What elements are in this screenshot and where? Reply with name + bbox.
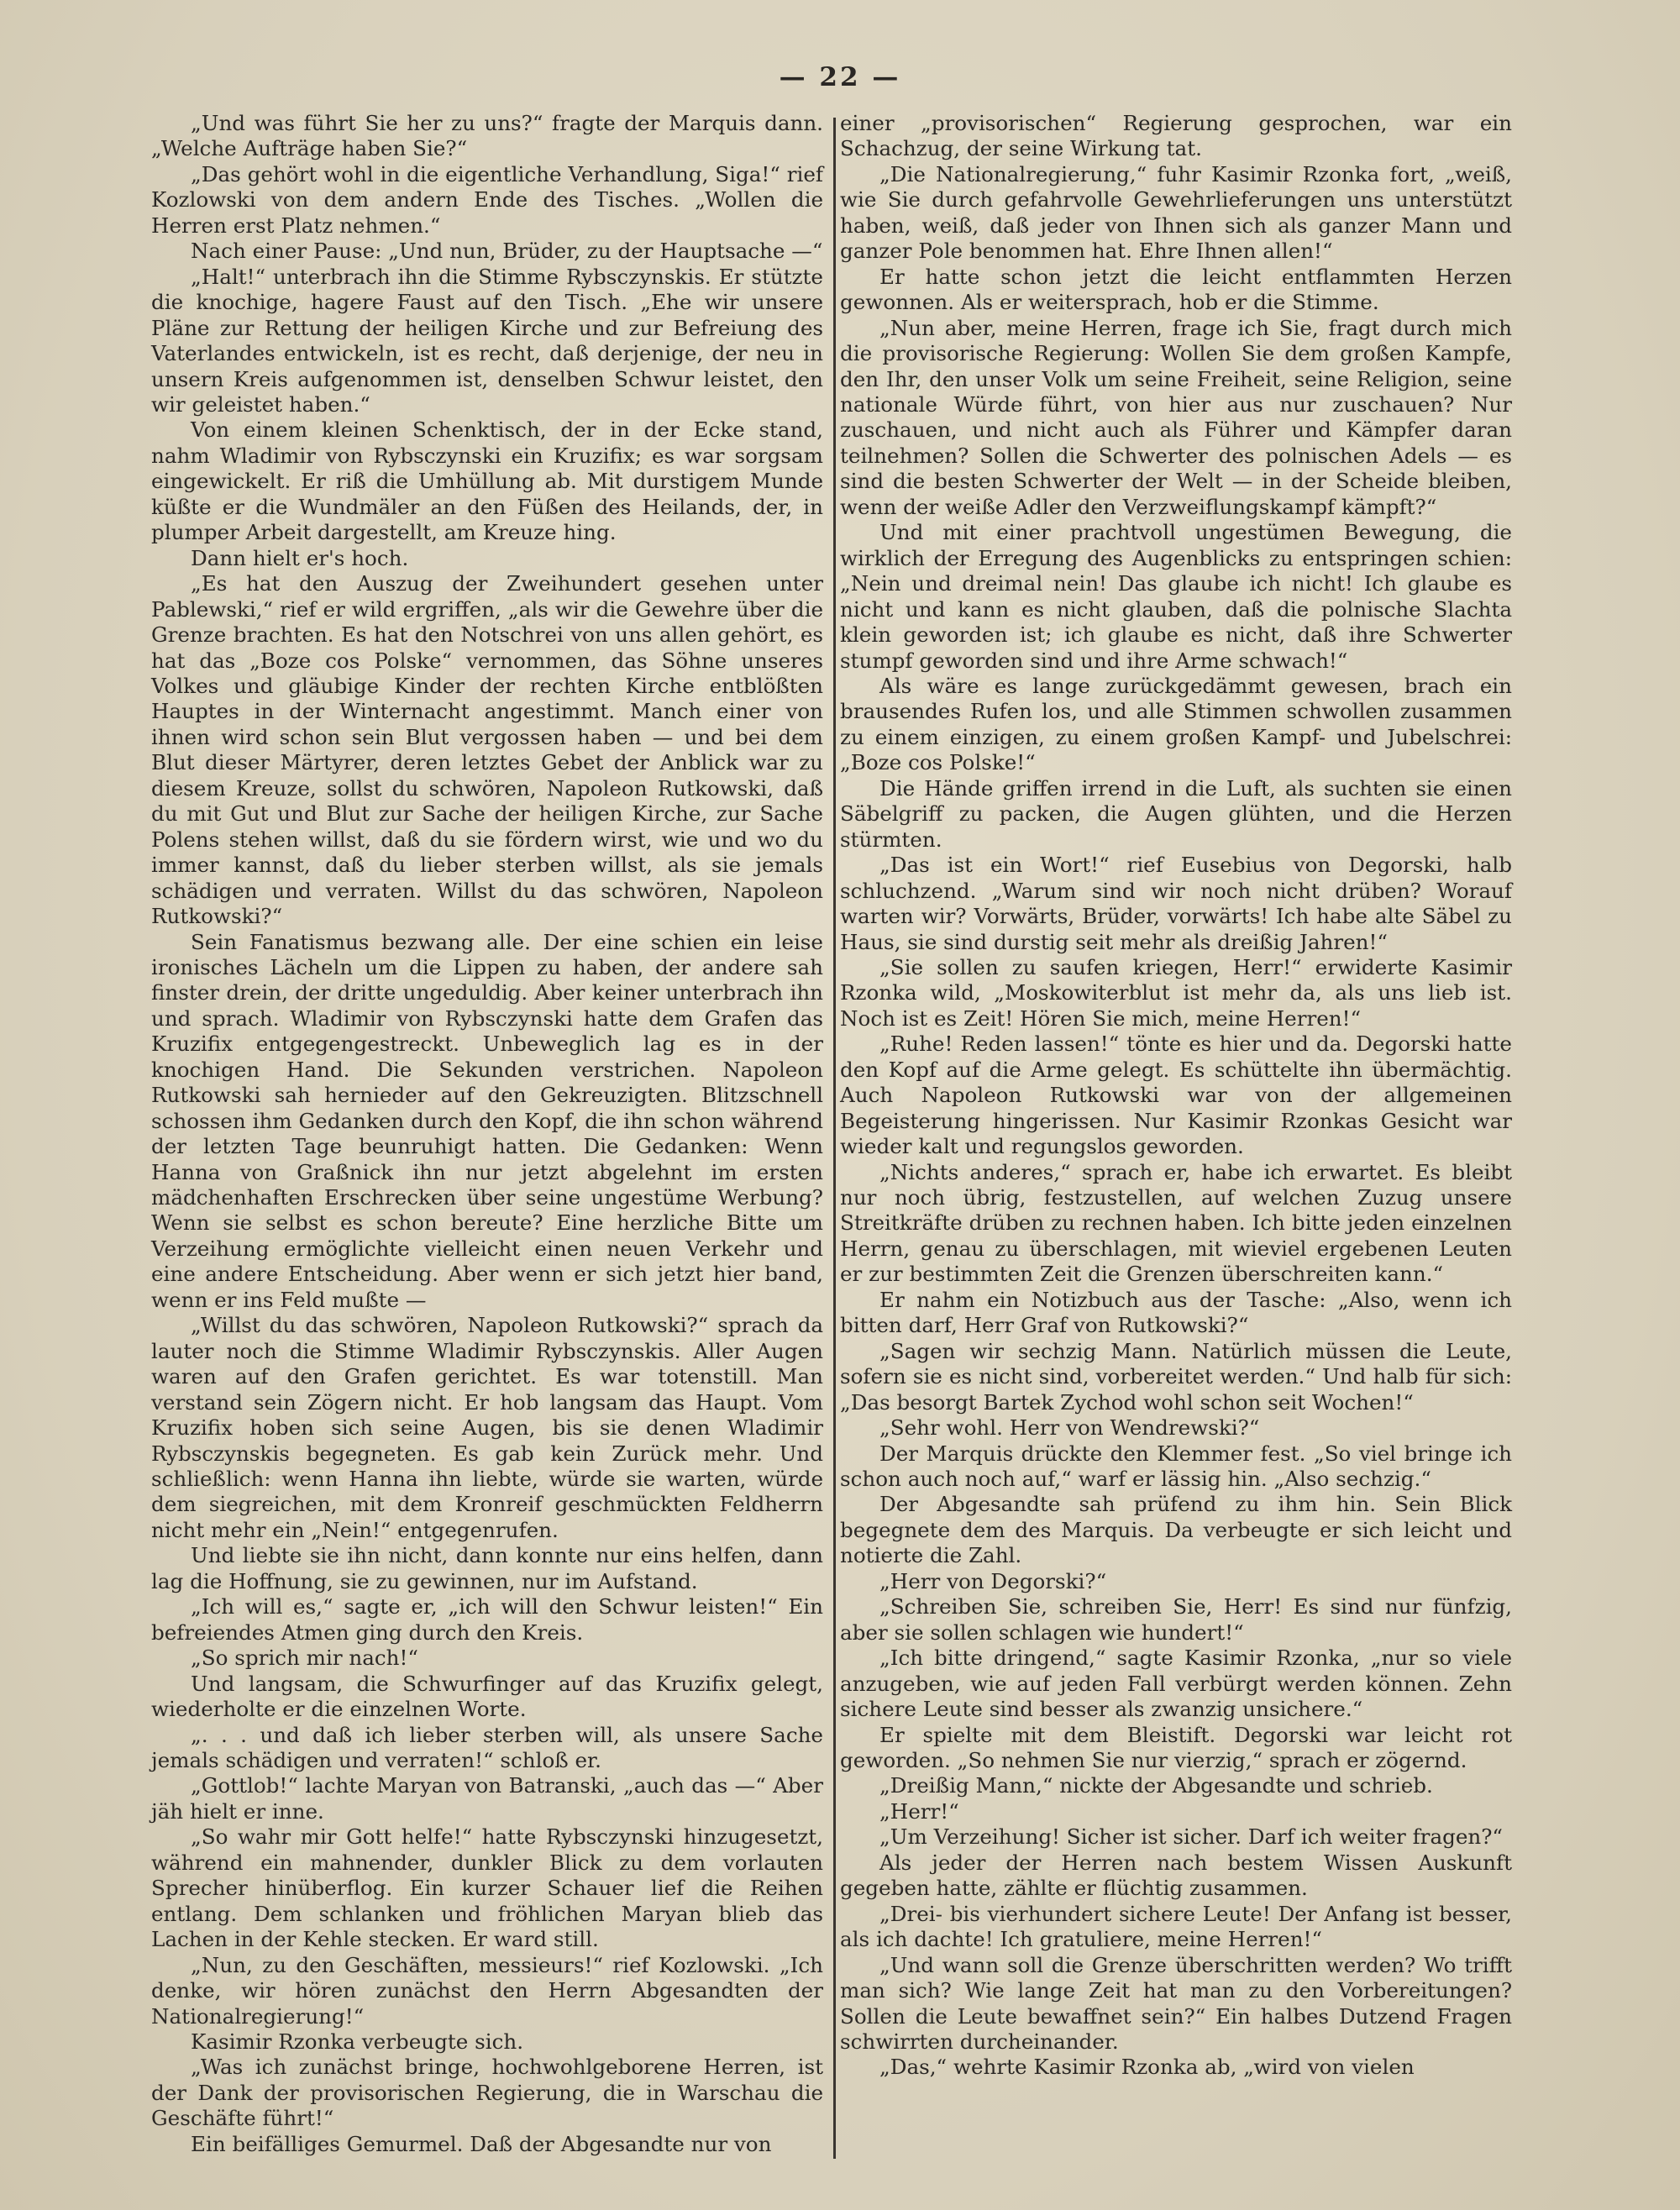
paragraph: „Halt!“ unterbrach ihn die Stimme Rybsczynskis. Er stützte die knochige, hagere Faust auf den Tisch. „Ehe wir unsere Pläne zur Rettung der heiligen Kirche und zur Befreiung des Vaterlandes entwickeln, ist es recht, daß derjenige, der neu in unsern Kreis aufgenommen ist, denselben Schwur leistet, den wir geleistet haben.“ (151, 264, 823, 417)
paragraph: Und mit einer prachtvoll ungestümen Bewegung, die wirklich der Erregung des Augenblicks zu entspringen schien: „Nein und dreimal nein! Das glaube ich nicht! Ich glaube es nicht und kann es nicht glauben, daß die polnische Slachta klein geworden ist; ich glaube es nicht, daß ihre Schwerter stumpf geworden sind und ihre Arme schwach!“ (840, 520, 1512, 673)
page-number: — 22 — (779, 62, 901, 92)
paragraph: „Gottlob!“ lachte Maryan von Batranski, „auch das —“ Aber jäh hielt er inne. (151, 1773, 823, 1824)
paragraph: Als wäre es lange zurückgedämmt gewesen, brach ein brausendes Rufen los, und alle Stimmen schwollen zusammen zu einem einzigen, zu einem großen Kampf- und Jubelschrei: „Boze cos Polske!“ (840, 673, 1512, 775)
paragraph: „So sprich mir nach!“ (191, 1646, 418, 1671)
paragraph: „Und wann soll die Grenze überschritten werden? Wo trifft man sich? Wie lange Zeit hat man zu den Vorbereitungen? Sollen die Leute bewaffnet sein?“ Ein halbes Dutzend Fragen schwirrten durcheinander. (840, 1952, 1512, 2054)
paragraph: Die Hände griffen irrend in die Luft, als suchten sie einen Säbelgriff zu packen, die Augen glühten, und die Herzen stürmten. (840, 775, 1512, 852)
paragraph: „Das ist ein Wort!“ rief Eusebius von Degorski, halb schluchzend. „Warum sind wir noch nicht drüben? Worauf warten wir? Vorwärts, Brüder, vorwärts! Ich habe alte Säbel zu Haus, sie sind durstig seit mehr als dreißig Jahren!“ (840, 853, 1512, 954)
paragraph: „Sehr wohl. Herr von Wendrewski?“ (879, 1415, 1260, 1441)
paragraph: Als jeder der Herren nach bestem Wissen Auskunft gegeben hatte, zählte er flüchtig zusammen. (840, 1850, 1512, 1901)
paragraph: „Nun aber, meine Herren, frage ich Sie, fragt durch mich die provisorische Regierung: Wollen Sie dem großen Kampfe, den Ihr, den unser Volk um seine Freiheit, seine Religion, seine nationale Würde führt, von hier aus nur zuschauen? Nur zuschauen, und nicht auch als Führer und Kämpfer daran teilnehmen? Sollen die Schwerter des polnischen Adels — es sind die besten Schwerter der Welt — in der Scheide bleiben, wenn der weiße Adler den Verzweiflungskampf kämpft?“ (840, 315, 1512, 519)
left-column (151, 111, 823, 2157)
right-column (840, 111, 1512, 2081)
paragraph: Der Marquis drückte den Klemmer fest. „So viel bringe ich schon auch noch auf,“ warf er lässig hin. „Also sechzig.“ (840, 1441, 1512, 1492)
paragraph: „Ich bitte dringend,“ sagte Kasimir Rzonka, „nur so viele anzugeben, wie auf jeden Fall verbürgt werden können. Zehn sichere Leute sind besser als zwanzig unsichere.“ (840, 1646, 1512, 1722)
paragraph: „Das gehört wohl in die eigentliche Verhandlung, Siga!“ rief Kozlowski von dem andern Ende des Tisches. „Wollen die Herren erst Platz nehmen.“ (151, 161, 823, 238)
paragraph: „Willst du das schwören, Napoleon Rutkowski?“ sprach da lauter noch die Stimme Wladimir Rybsczynskis. Aller Augen waren auf den Grafen gerichtet. Es war totenstill. Man verstand sein Zögern nicht. Er hob langsam das Haupt. Vom Kruzifix hoben sich seine Augen, bis sie denen Wladimir Rybsczynskis begegneten. Es gab kein Zurück mehr. Und schließlich: wenn Hanna ihn liebte, würde sie warten, würde dem siegreichen, mit dem Kronreif geschmückten Feldherrn nicht mehr ein „Nein!“ entgegenrufen. (151, 1313, 823, 1542)
paragraph: Ein beifälliges Gemurmel. Daß der Abgesandte nur von (191, 2131, 772, 2156)
paragraph: „Nun, zu den Geschäften, messieurs!“ rief Kozlowski. „Ich denke, wir hören zunächst den Herrn Abgesandten der Nationalregierung!“ (151, 1952, 823, 2029)
paragraph: „Drei- bis vierhundert sichere Leute! Der Anfang ist besser, als ich dachte! Ich gratuliere, meine Herren!“ (840, 1901, 1512, 1952)
paragraph: „Um Verzeihung! Sicher ist sicher. Darf ich weiter fragen?“ (879, 1824, 1504, 1850)
paragraph: „Sagen wir sechzig Mann. Natürlich müssen die Leute, sofern sie es nicht sind, vorbereitet werden.“ Und halb für sich: „Das besorgt Bartek Zychod wohl schon seit Wochen!“ (840, 1338, 1512, 1415)
paragraph: Er spielte mit dem Bleistift. Degorski war leicht rot geworden. „So nehmen Sie nur vierzig,“ sprach er zögernd. (840, 1722, 1512, 1772)
paragraph: „Sie sollen zu saufen kriegen, Herr!“ erwiderte Kasimir Rzonka wild, „Moskowiterblut ist mehr da, als uns lieb ist. Noch ist es Zeit! Hören Sie mich, meine Herren!“ (840, 954, 1512, 1031)
paragraph: Er nahm ein Notizbuch aus der Tasche: „Also, wenn ich bitten darf, Herr Graf von Rutkowski?“ (840, 1287, 1512, 1338)
column-divider (833, 118, 836, 2159)
paragraph: „Ruhe! Reden lassen!“ tönte es hier und da. Degorski hatte den Kopf auf die Arme gelegt. Es schüttelte ihn übermächtig. Auch Napoleon Rutkowski war von der allgemeinen Begeisterung hingerissen. Nur Kasimir Rzonkas Gesicht war wieder kalt und regungslos geworden. (840, 1032, 1512, 1159)
paragraph: „Das,“ wehrte Kasimir Rzonka ab, „wird von vielen (879, 2055, 1415, 2080)
paragraph: „Was ich zunächst bringe, hochwohlgeborene Herren, ist der Dank der provisorischen Regierung, die in Warschau die Geschäfte führt!“ (151, 2055, 823, 2131)
paragraph: Sein Fanatismus bezwang alle. Der eine schien ein leise ironisches Lächeln um die Lippen zu haben, der andere sah finster drein, der dritte ungeduldig. Aber keiner unterbrach ihn und sprach. Wladimir von Rybsczynski hatte dem Grafen das Kruzifix entgegengestreckt. Unbeweglich lag es in der knochigen Hand. Die Sekunden verstrichen. Napoleon Rutkowski sah hernieder auf den Gekreuzigten. Blitzschnell schossen ihm Gedanken durch den Kopf, die ihn schon während der letzten Tage beunruhigt hatten. Die Gedanken: Wenn Hanna von Graßnick ihn nur jetzt abgelehnt im ersten mädchenhaften Erschrecken über seine ungestüme Werbung? Wenn sie selbst es schon bereute? Eine herzliche Bitte um Verzeihung ermöglichte vielleicht einen neuen Verkehr und eine andere Entscheidung. Aber wenn er sich jetzt hier band, wenn er ins Feld mußte — (151, 929, 823, 1312)
paragraph: Er hatte schon jetzt die leicht entflammten Herzen gewonnen. Als er weitersprach, hob er die Stimme. (840, 264, 1512, 315)
paragraph: „Die Nationalregierung,“ fuhr Kasimir Rzonka fort, „weiß, wie Sie durch gefahrvolle Gewehrlieferungen uns unterstützt haben, weiß, daß jeder von Ihnen sich als ganzer Mann und ganzer Pole benommen hat. Ehre Ihnen allen!“ (840, 161, 1512, 264)
paragraph: Nach einer Pause: „Und nun, Brüder, zu der Hauptsache —“ (191, 239, 823, 264)
paragraph: Von einem kleinen Schenktisch, der in der Ecke stand, nahm Wladimir von Rybsczynski ein Kruzifix; es war sorgsam eingewickelt. Er riß die Umhüllung ab. Mit durstigem Munde küßte er die Wundmäler an den Füßen des Heilands, der, in plumper Arbeit dargestellt, am Kreuze hing. (151, 417, 823, 545)
paragraph: Und liebte sie ihn nicht, dann konnte nur eins helfen, dann lag die Hoffnung, sie zu gewinnen, nur im Aufstand. (151, 1543, 823, 1593)
paragraph: „. . . und daß ich lieber sterben will, als unsere Sache jemals schädigen und verraten!“ schloß er. (151, 1722, 823, 1772)
paragraph: „So wahr mir Gott helfe!“ hatte Rybsczynski hinzugesetzt, während ein mahnender, dunkler Blick zu dem vorlauten Sprecher hinüberflog. Ein kurzer Schauer lief die Reihen entlang. Dem schlanken und fröhlichen Maryan blieb das Lachen in der Kehle stecken. Er ward still. (151, 1824, 823, 1952)
paragraph: Kasimir Rzonka verbeugte sich. (191, 2029, 524, 2054)
paragraph: „Dreißig Mann,“ nickte der Abgesandte und schrieb. (879, 1773, 1433, 1798)
paragraph: einer „provisorischen“ Regierung gesprochen, war ein Schachzug, der seine Wirkung tat. (840, 111, 1512, 161)
paragraph: „Schreiben Sie, schreiben Sie, Herr! Es sind nur fünfzig, aber sie sollen schlagen wie hundert!“ (840, 1594, 1512, 1645)
paragraph: „Nichts anderes,“ sprach er, habe ich erwartet. Es bleibt nur noch übrig, festzustellen, auf welchen Zuzug unsere Streitkräfte drüben zu rechnen haben. Ich bitte jeden einzelnen Herrn, genau zu überschlagen, mit wieviel ergebenen Leuten er zur bestimmten Zeit die Grenzen überschreiten kann.“ (840, 1159, 1512, 1287)
paragraph: „Ich will es,“ sagte er, „ich will den Schwur leisten!“ Ein befreiendes Atmen ging durch den Kreis. (151, 1594, 823, 1645)
paragraph: Und langsam, die Schwurfinger auf das Kruzifix gelegt, wiederholte er die einzelnen Worte. (151, 1671, 823, 1722)
paragraph: „Herr!“ (879, 1798, 959, 1824)
paragraph: Dann hielt er's hoch. (191, 545, 409, 570)
paragraph: „Und was führt Sie her zu uns?“ fragte der Marquis dann. „Welche Aufträge haben Sie?“ (151, 111, 823, 161)
paragraph: „Es hat den Auszug der Zweihundert gesehen unter Pablewski,“ rief er wild ergriffen, „als wir die Gewehre über die Grenze brachten. Es hat den Notschrei von uns allen gehört, es hat das „Boze cos Polske“ vernommen, das Söhne unseres Volkes und gläubige Kinder der rechten Kirche entblößten Hauptes in der Winternacht angestimmt. Manch einer von ihnen wird schon sein Blut vergossen haben — und bei dem Blut dieser Märtyrer, deren letztes Gebet der Anblick war zu diesem Kreuze, sollst du schwören, Napoleon Rutkowski, daß du mit Gut und Blut zur Sache der heiligen Kirche, zur Sache Polens stehen willst, daß du sie fördern wirst, wie und wo du immer kannst, daß du lieber sterben willst, als sie jemals schädigen und verraten. Willst du das schwören, Napoleon Rutkowski?“ (151, 571, 823, 929)
paragraph: Der Abgesandte sah prüfend zu ihm hin. Sein Blick begegnete dem des Marquis. Da verbeugte er sich leicht und notierte die Zahl. (840, 1492, 1512, 1568)
paragraph: „Herr von Degorski?“ (879, 1568, 1107, 1593)
